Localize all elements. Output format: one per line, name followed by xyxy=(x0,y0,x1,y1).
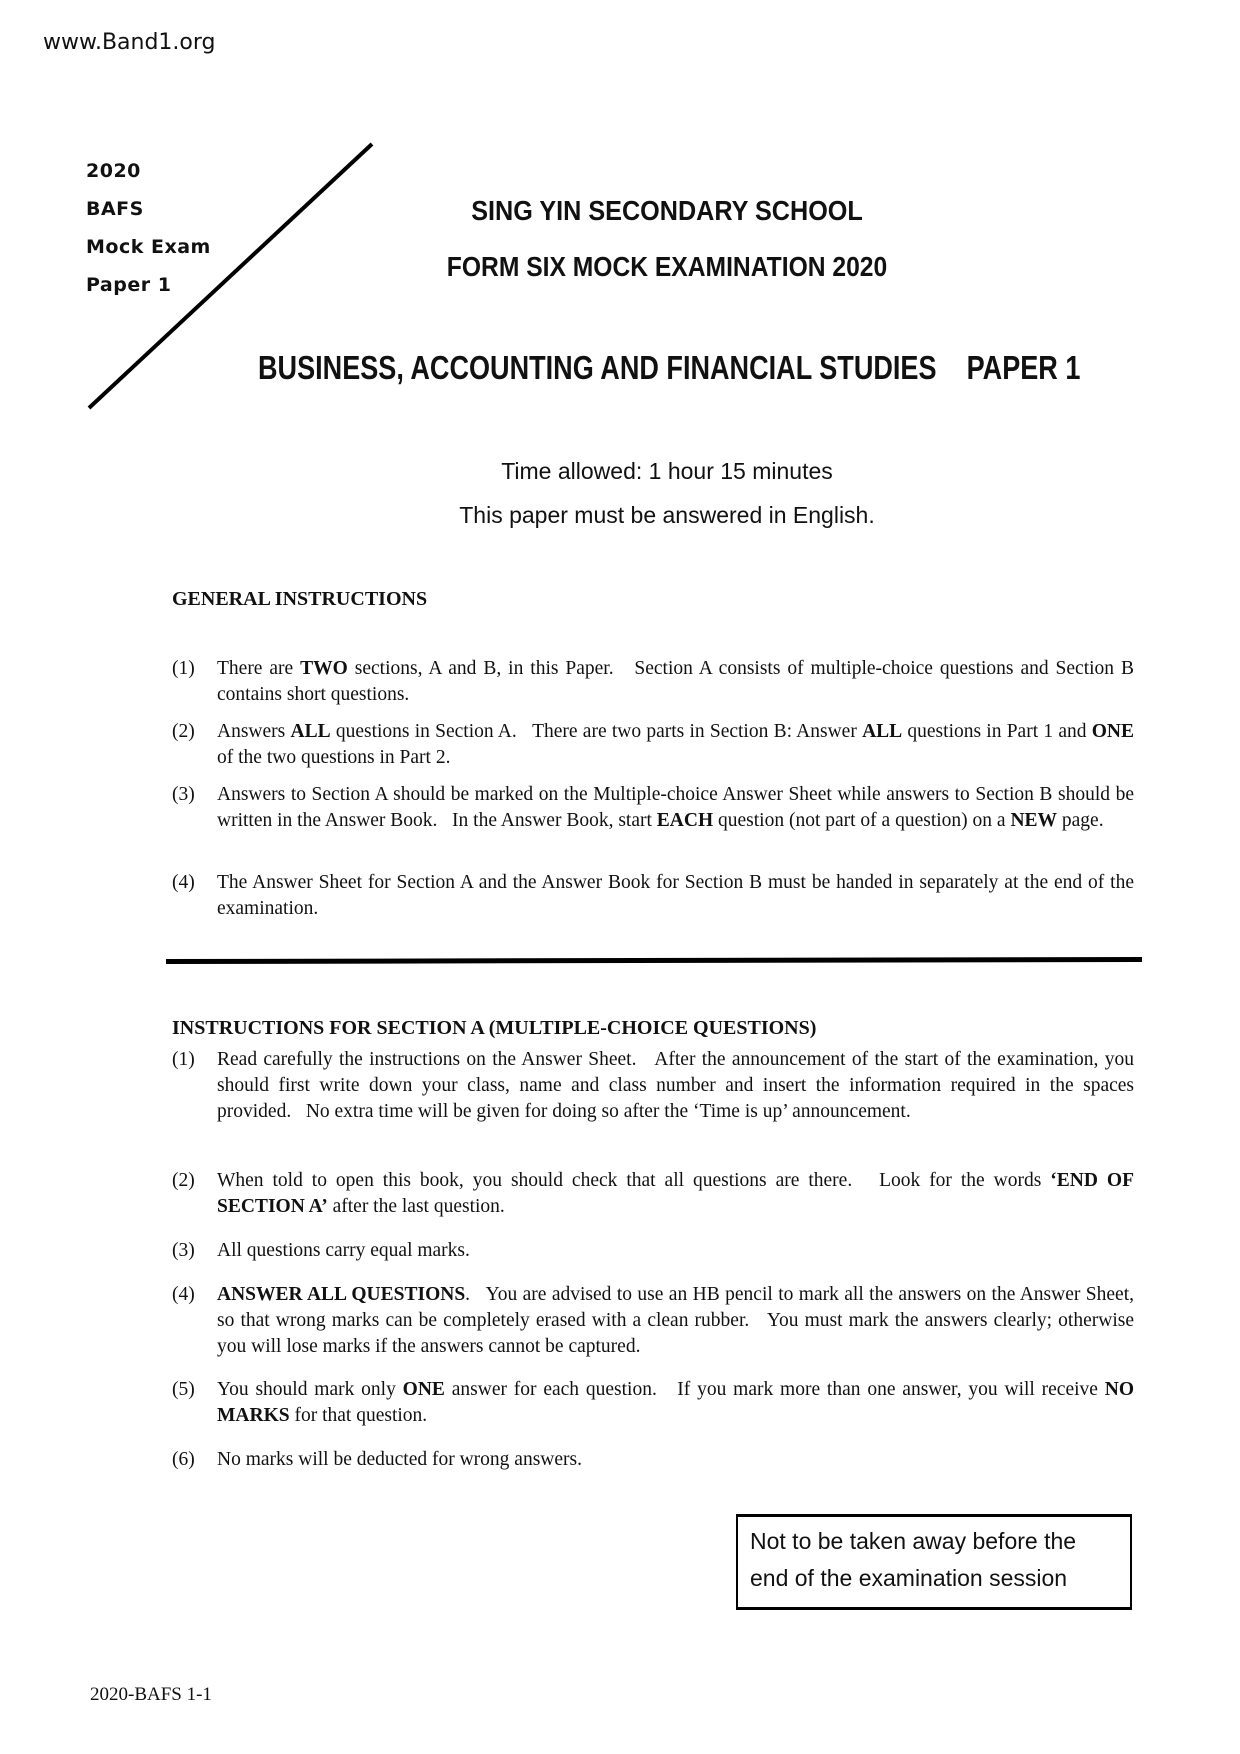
text-segment: sections, A and B, in this Paper. Section A consists of multiple-choice questions and Section B contains short questions. xyxy=(217,658,1139,705)
notice-box xyxy=(736,1514,1132,1610)
instruction-text xyxy=(217,719,1139,771)
instruction-item xyxy=(172,870,1139,922)
emphasis-text: ONE xyxy=(402,1379,445,1400)
section-a-heading: INSTRUCTIONS FOR SECTION A (MULTIPLE-CHOICE QUESTIONS) xyxy=(172,1017,817,1039)
instruction-number: (4) xyxy=(172,872,195,893)
text-segment: Read carefully the instructions on the Answer Sheet. After the announcement of the start of the examination, you should first write down your class, name and class number and insert the information required in the spaces provided. No extra time will be given for doing so after the ‘Time is up’ announcement. xyxy=(217,1049,1139,1122)
text-segment: question (not part of a question) on a xyxy=(713,810,1011,831)
general-instructions-heading: GENERAL INSTRUCTIONS xyxy=(172,588,428,610)
side-label-exam: Mock Exam xyxy=(86,236,211,258)
emphasis-text: ‘END OF SECTION A’ xyxy=(217,1170,1139,1217)
instruction-number: (6) xyxy=(172,1449,195,1470)
instruction-item xyxy=(172,1377,1139,1429)
text-segment: answer for each question. If you mark more than one answer, you will receive xyxy=(444,1379,1105,1400)
instruction-text xyxy=(217,870,1139,922)
watermark-url: www.Band1.org xyxy=(43,30,216,55)
language-note: This paper must be answered in English. xyxy=(459,502,875,528)
notice-line-2: end of the examination session xyxy=(750,1565,1068,1591)
emphasis-text: TWO xyxy=(300,658,348,679)
text-segment: . You are advised to use an HB pencil to mark all the answers on the Answer Sheet, so that wrong marks can be completely erased with a clean rubber. You must mark the answers clearly; otherwise you will lose marks if the answers cannot be captured. xyxy=(217,1284,1139,1357)
instruction-item xyxy=(172,1238,1134,1264)
text-segment: All questions carry equal marks. xyxy=(217,1240,470,1261)
emphasis-text: NEW xyxy=(1010,810,1058,831)
instruction-text xyxy=(217,656,1139,708)
instruction-number: (3) xyxy=(172,784,195,805)
emphasis-text: ALL xyxy=(862,721,903,742)
text-segment: after the last question. xyxy=(327,1196,505,1217)
text-segment: questions in Part 1 and xyxy=(902,721,1092,742)
notice-line-1: Not to be taken away before the xyxy=(750,1528,1077,1554)
instruction-number: (2) xyxy=(172,1170,195,1191)
instruction-number: (3) xyxy=(172,1240,195,1261)
instruction-text xyxy=(217,1447,1134,1473)
school-name: SING YIN SECONDARY SCHOOL xyxy=(471,195,863,226)
side-label-paper: Paper 1 xyxy=(86,274,172,296)
text-segment: of the two questions in Part 2. xyxy=(217,721,1139,768)
emphasis-text: ONE xyxy=(1091,721,1134,742)
text-segment: When told to open this book, you should check that all questions are there. Look for the words xyxy=(217,1170,1051,1191)
text-segment: The Answer Sheet for Section A and the Answer Book for Section B must be handed in separately at the end of the examination. xyxy=(217,872,1139,919)
instruction-number: (1) xyxy=(172,658,195,679)
instruction-text xyxy=(217,1047,1139,1125)
instruction-item xyxy=(172,1047,1139,1125)
subject-title: BUSINESS, ACCOUNTING AND FINANCIAL STUDIES PAPER 1 xyxy=(258,349,1081,386)
emphasis-text: EACH xyxy=(656,810,714,831)
section-divider xyxy=(166,957,1142,964)
instruction-text xyxy=(217,782,1139,834)
instruction-text xyxy=(217,1238,1134,1264)
instruction-number: (2) xyxy=(172,721,195,742)
instruction-text xyxy=(217,1377,1139,1429)
instruction-text xyxy=(217,1168,1139,1220)
instruction-text xyxy=(217,1282,1139,1360)
text-segment: Answers xyxy=(217,721,291,742)
instruction-number: (1) xyxy=(172,1049,195,1070)
text-segment: Answers to Section A should be marked on the Multiple-choice Answer Sheet while answers to Section B should be written in the Answer Book. In the Answer Book, start xyxy=(217,784,1139,831)
side-label-subject: BAFS xyxy=(86,198,144,220)
instruction-item xyxy=(172,1168,1139,1220)
text-segment: No marks will be deducted for wrong answers. xyxy=(217,1449,582,1470)
instruction-item xyxy=(172,1282,1139,1360)
emphasis-text: ALL xyxy=(290,721,331,742)
text-segment: for that question. xyxy=(289,1405,428,1426)
instruction-item xyxy=(172,1447,1134,1473)
side-label-year: 2020 xyxy=(86,160,141,182)
time-allowed: Time allowed: 1 hour 15 minutes xyxy=(501,458,833,484)
emphasis-text: ANSWER ALL QUESTIONS xyxy=(217,1284,466,1305)
instruction-item xyxy=(172,719,1139,771)
text-segment: There are xyxy=(217,658,301,679)
exam-title: FORM SIX MOCK EXAMINATION 2020 xyxy=(446,251,888,282)
instruction-number: (4) xyxy=(172,1284,195,1305)
instruction-item xyxy=(172,656,1139,708)
page-footer: 2020-BAFS 1-1 xyxy=(90,1684,212,1705)
instruction-item xyxy=(172,782,1139,834)
text-segment: You should mark only xyxy=(217,1379,403,1400)
text-segment: questions in Section A. There are two parts in Section B: Answer xyxy=(330,721,863,742)
instruction-number: (5) xyxy=(172,1379,195,1400)
text-segment: page. xyxy=(1057,810,1104,831)
emphasis-text: NO MARKS xyxy=(217,1379,1139,1426)
